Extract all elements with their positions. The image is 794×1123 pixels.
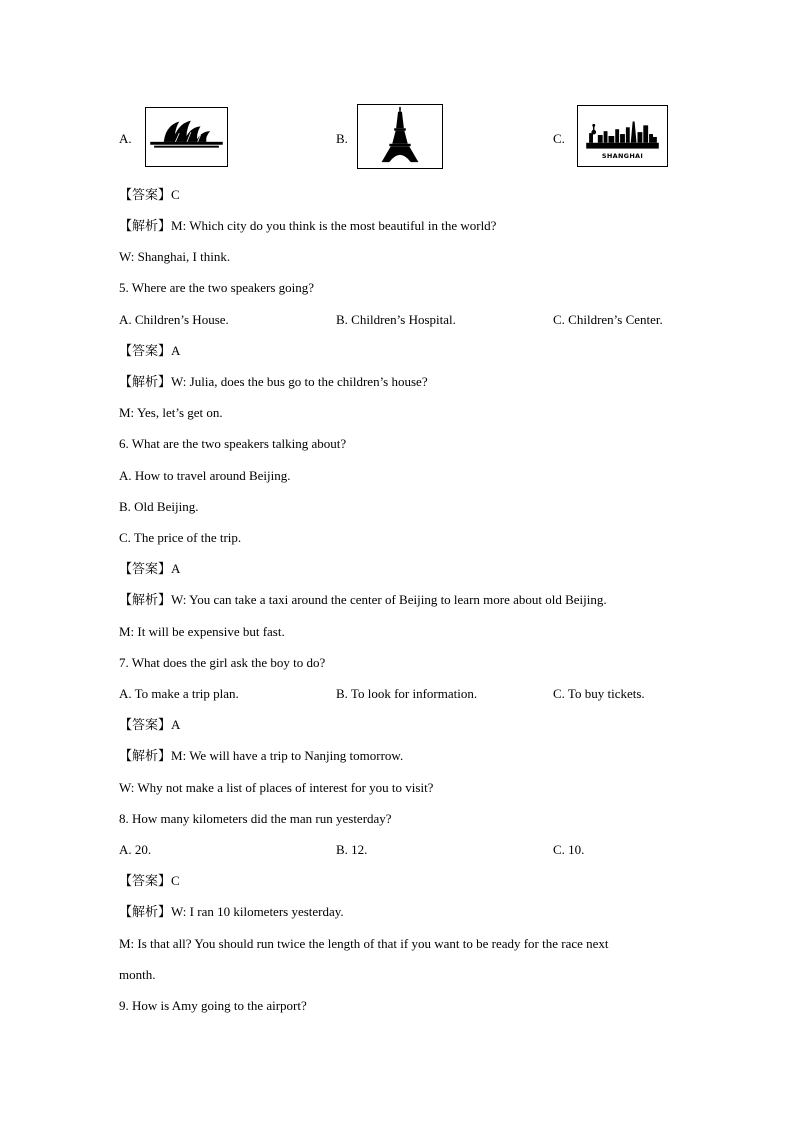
- q7-answer: A: [171, 717, 181, 732]
- q8-analysis-line-2: M: Is that all? You should run twice the length of that if you want to be ready for the race next: [119, 936, 609, 951]
- q4-analysis-line-1: 【解析】M: Which city do you think is the most beautiful in the world?: [119, 218, 497, 234]
- q5-answer: A: [171, 343, 181, 358]
- answer-tag: 【答案】: [119, 344, 172, 359]
- q8-answer: C: [171, 873, 180, 888]
- q5-question: 5. Where are the two speakers going?: [119, 280, 315, 295]
- q6-option-a: A. How to travel around Beijing.: [119, 468, 291, 483]
- q5-option-b: B. Children’s Hospital.: [336, 312, 456, 327]
- q6-analysis-line-1: 【解析】W: You can take a taxi around the center of Beijing to learn more about old Beijing.: [119, 592, 607, 608]
- eiffel-tower-icon: [357, 104, 443, 169]
- q6-answer-line: [119, 561, 180, 578]
- q8-question: 8. How many kilometers did the man run yesterday?: [119, 811, 392, 826]
- q8-option-b: B. 12.: [336, 842, 368, 857]
- q4-answer: C: [171, 187, 180, 202]
- sydney-opera-house-icon: [145, 107, 228, 167]
- q8-analysis-line-3: month.: [119, 967, 156, 982]
- q7-option-a: A. To make a trip plan.: [119, 686, 239, 701]
- q5-analysis-line-2: M: Yes, let’s get on.: [119, 405, 223, 420]
- analysis-tag: 【解析】: [119, 219, 172, 234]
- q6-option-b: B. Old Beijing.: [119, 499, 199, 514]
- q7-answer-line: [119, 717, 180, 734]
- q4-analysis-line-2: W: Shanghai, I think.: [119, 249, 231, 264]
- q6-question: 6. What are the two speakers talking about?: [119, 436, 347, 451]
- q5-answer-line: [119, 343, 180, 360]
- q6-analysis-line-2: M: It will be expensive but fast.: [119, 624, 285, 639]
- q7-option-c: C. To buy tickets.: [553, 686, 645, 701]
- answer-tag: 【答案】: [119, 718, 172, 733]
- answer-tag: 【答案】: [119, 562, 172, 577]
- q6-answer: A: [171, 561, 181, 576]
- analysis-tag: 【解析】: [119, 375, 172, 390]
- q4-option-a-letter: A.: [119, 131, 132, 146]
- q5-analysis-line-1: 【解析】W: Julia, does the bus go to the children’s house?: [119, 374, 428, 390]
- answer-tag: 【答案】: [119, 874, 172, 889]
- q7-analysis-line-2: W: Why not make a list of places of interest for you to visit?: [119, 780, 434, 795]
- q7-question: 7. What does the girl ask the boy to do?: [119, 655, 326, 670]
- analysis-tag: 【解析】: [119, 749, 172, 764]
- shanghai-skyline-icon: [577, 105, 668, 167]
- q8-option-c: C. 10.: [553, 842, 585, 857]
- q5-option-a: A. Children’s House.: [119, 312, 229, 327]
- q5-option-c: C. Children’s Center.: [553, 312, 663, 327]
- analysis-tag: 【解析】: [119, 905, 172, 920]
- q8-option-a: A. 20.: [119, 842, 152, 857]
- q8-answer-line: [119, 873, 180, 890]
- q4-option-b-letter: B.: [336, 131, 348, 146]
- q9-question: 9. How is Amy going to the airport?: [119, 998, 307, 1013]
- q4-answer-line: [119, 187, 180, 204]
- shanghai-image-text: SHANGHAI: [601, 152, 644, 160]
- answer-tag: 【答案】: [119, 188, 172, 203]
- analysis-tag: 【解析】: [119, 593, 172, 608]
- q6-option-c: C. The price of the trip.: [119, 530, 242, 545]
- q4-option-c-letter: C.: [553, 131, 565, 146]
- q7-analysis-line-1: 【解析】M: We will have a trip to Nanjing tomorrow.: [119, 748, 404, 764]
- q7-option-b: B. To look for information.: [336, 686, 478, 701]
- q8-analysis-line-1: 【解析】W: I ran 10 kilometers yesterday.: [119, 904, 344, 920]
